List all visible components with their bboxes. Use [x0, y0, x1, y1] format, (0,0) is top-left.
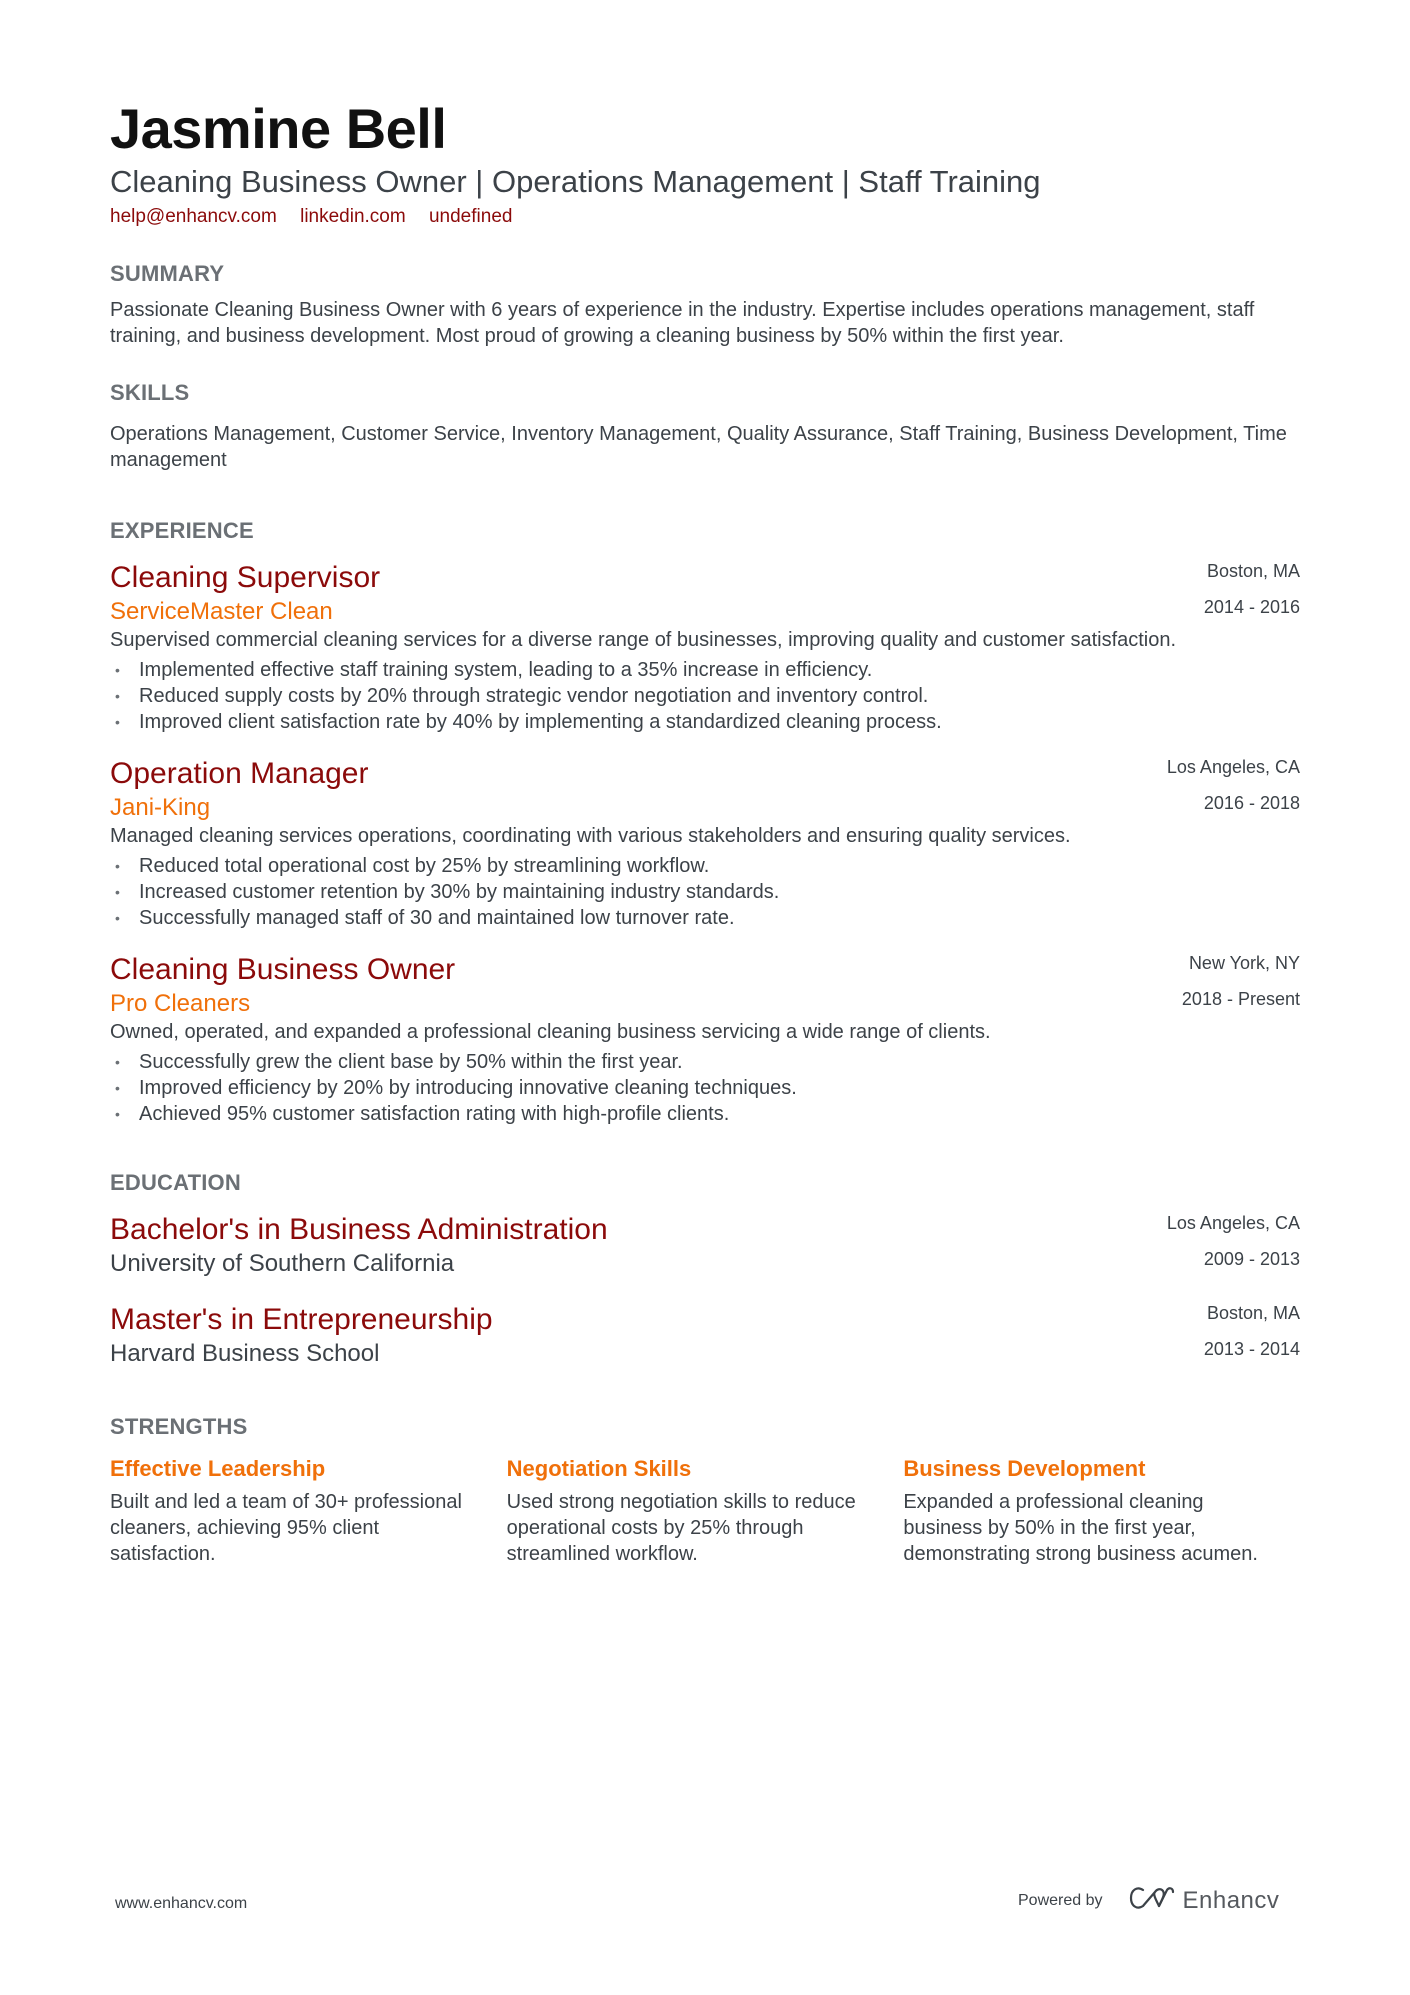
bullet-item — [110, 1101, 1300, 1127]
job-title: Operation Manager — [110, 757, 369, 790]
education-degree: Master's in Entrepreneurship — [110, 1303, 493, 1336]
education-dates: 2013 - 2014 — [1203, 1339, 1300, 1359]
bullet-dot-icon: • — [115, 1054, 120, 1070]
bullet-text: Successfully managed staff of 30 and maintained low turnover rate. — [139, 907, 735, 929]
education-school: University of Southern California — [110, 1250, 455, 1277]
strength-item — [110, 1455, 507, 1567]
job-title: Cleaning Business Owner — [110, 953, 456, 986]
email-link[interactable]: help@enhancv.com — [110, 206, 277, 227]
bullet-text: Increased customer retention by 30% by maintaining industry standards. — [139, 881, 780, 903]
job-meta — [1204, 559, 1300, 619]
strength-description: Built and led a team of 30+ professional cleaners, achieving 95% client satisfaction. — [110, 1491, 462, 1565]
skills-text: Operations Management, Customer Service, Inventory Management, Quality Assurance, Staff Training, Business Development, Time management — [110, 423, 1287, 471]
job-dates: 2014 - 2016 — [1203, 597, 1300, 617]
strength-description: Expanded a professional cleaning business by 50% in the first year, demonstrating strong business acumen. — [903, 1491, 1258, 1565]
summary-section — [110, 260, 1300, 349]
bullet-text: Reduced total operational cost by 25% by streamlining workflow. — [139, 855, 710, 877]
education-degree: Bachelor's in Business Administration — [110, 1213, 608, 1246]
job-description: Supervised commercial cleaning services for a diverse range of businesses, improving quality and customer satisfaction. — [110, 629, 1177, 651]
education-dates: 2009 - 2013 — [1203, 1249, 1300, 1269]
strength-title: Business Development — [903, 1456, 1146, 1481]
experience-section — [110, 517, 1300, 1127]
job-bullets — [110, 1049, 1300, 1127]
contact-links — [110, 204, 1300, 230]
section-title-skills: SKILLS — [110, 380, 190, 405]
education-item — [110, 1301, 1300, 1369]
job-bullets — [110, 853, 1300, 931]
job-location: Los Angeles, CA — [1166, 757, 1300, 777]
strength-title: Negotiation Skills — [506, 1456, 692, 1481]
job-company: ServiceMaster Clean — [110, 598, 333, 625]
strengths-grid — [110, 1455, 1300, 1567]
bullet-item — [110, 683, 1300, 709]
section-title-education: EDUCATION — [110, 1170, 241, 1195]
candidate-headline: Cleaning Business Owner | Operations Management | Staff Training — [110, 164, 1041, 199]
job-dates: 2018 - Present — [1181, 989, 1300, 1009]
job-description: Managed cleaning services operations, coordinating with various stakeholders and ensuring quality services. — [110, 825, 1071, 847]
job-location: Boston, MA — [1206, 561, 1300, 581]
education-meta — [1204, 1301, 1300, 1361]
education-item — [110, 1211, 1300, 1279]
section-title-strengths: STRENGTHS — [110, 1414, 248, 1439]
bullet-dot-icon: • — [115, 884, 120, 900]
candidate-name: Jasmine Bell — [110, 97, 447, 160]
bullet-item — [110, 853, 1300, 879]
resume-page — [110, 96, 1300, 1567]
bullet-text: Reduced supply costs by 20% through strategic vendor negotiation and inventory control. — [139, 685, 929, 707]
section-title-summary: SUMMARY — [110, 261, 225, 286]
job-description: Owned, operated, and expanded a professional cleaning business servicing a wide range of clients. — [110, 1021, 991, 1043]
bullet-dot-icon: • — [115, 688, 120, 704]
strength-description: Used strong negotiation skills to reduce operational costs by 25% through streamlined workflow. — [506, 1491, 856, 1565]
experience-item — [110, 951, 1300, 1127]
job-meta — [1182, 951, 1300, 1011]
education-location: Los Angeles, CA — [1166, 1213, 1300, 1233]
bullet-text: Improved client satisfaction rate by 40% by implementing a standardized cleaning process. — [139, 711, 942, 733]
bullet-item — [110, 709, 1300, 735]
job-bullets — [110, 657, 1300, 735]
job-company: Pro Cleaners — [110, 990, 251, 1017]
bullet-dot-icon: • — [115, 1106, 120, 1122]
bullet-text: Implemented effective staff training system, leading to a 35% increase in efficiency. — [139, 659, 873, 681]
strength-item — [507, 1455, 904, 1567]
bullet-item — [110, 905, 1300, 931]
section-title-experience: EXPERIENCE — [110, 518, 254, 543]
footer-website-link[interactable]: www.enhancv.com — [115, 1895, 248, 1912]
experience-item — [110, 755, 1300, 931]
brand-name: Enhancv — [1182, 1886, 1280, 1914]
bullet-item — [110, 657, 1300, 683]
footer-branding — [1018, 1884, 1279, 1917]
strength-title: Effective Leadership — [110, 1456, 326, 1481]
bullet-dot-icon: • — [115, 858, 120, 874]
resume-header — [110, 96, 1300, 230]
enhancv-logo-icon — [1129, 1884, 1175, 1917]
strength-item — [903, 1455, 1300, 1567]
education-location: Boston, MA — [1206, 1303, 1300, 1323]
bullet-item — [110, 1049, 1300, 1075]
skills-section — [110, 379, 1300, 473]
education-meta — [1167, 1211, 1300, 1271]
bullet-dot-icon: • — [115, 662, 120, 678]
education-school: Harvard Business School — [110, 1340, 380, 1367]
job-company: Jani-King — [110, 794, 211, 821]
job-location: New York, NY — [1188, 953, 1300, 973]
bullet-item — [110, 879, 1300, 905]
bullet-dot-icon: • — [115, 910, 120, 926]
education-section — [110, 1169, 1300, 1369]
summary-text: Passionate Cleaning Business Owner with 6 years of experience in the industry. Expertise includes operations management, staff training, and business development. Most proud of growing a cleaning business by 50% within the first year. — [110, 299, 1255, 347]
bullet-item — [110, 1075, 1300, 1101]
website-link[interactable]: undefined — [428, 206, 513, 227]
bullet-dot-icon: • — [115, 714, 120, 730]
job-meta — [1167, 755, 1300, 815]
strengths-section — [110, 1413, 1300, 1567]
job-title: Cleaning Supervisor — [110, 561, 381, 594]
linkedin-link[interactable]: linkedin.com — [300, 206, 406, 227]
bullet-text: Successfully grew the client base by 50% within the first year. — [139, 1051, 683, 1073]
bullet-text: Achieved 95% customer satisfaction rating with high-profile clients. — [139, 1103, 730, 1125]
bullet-text: Improved efficiency by 20% by introducing innovative cleaning techniques. — [139, 1077, 797, 1099]
experience-item — [110, 559, 1300, 735]
job-dates: 2016 - 2018 — [1203, 793, 1300, 813]
bullet-dot-icon: • — [115, 1080, 120, 1096]
powered-by-label: Powered by — [1018, 1891, 1103, 1909]
